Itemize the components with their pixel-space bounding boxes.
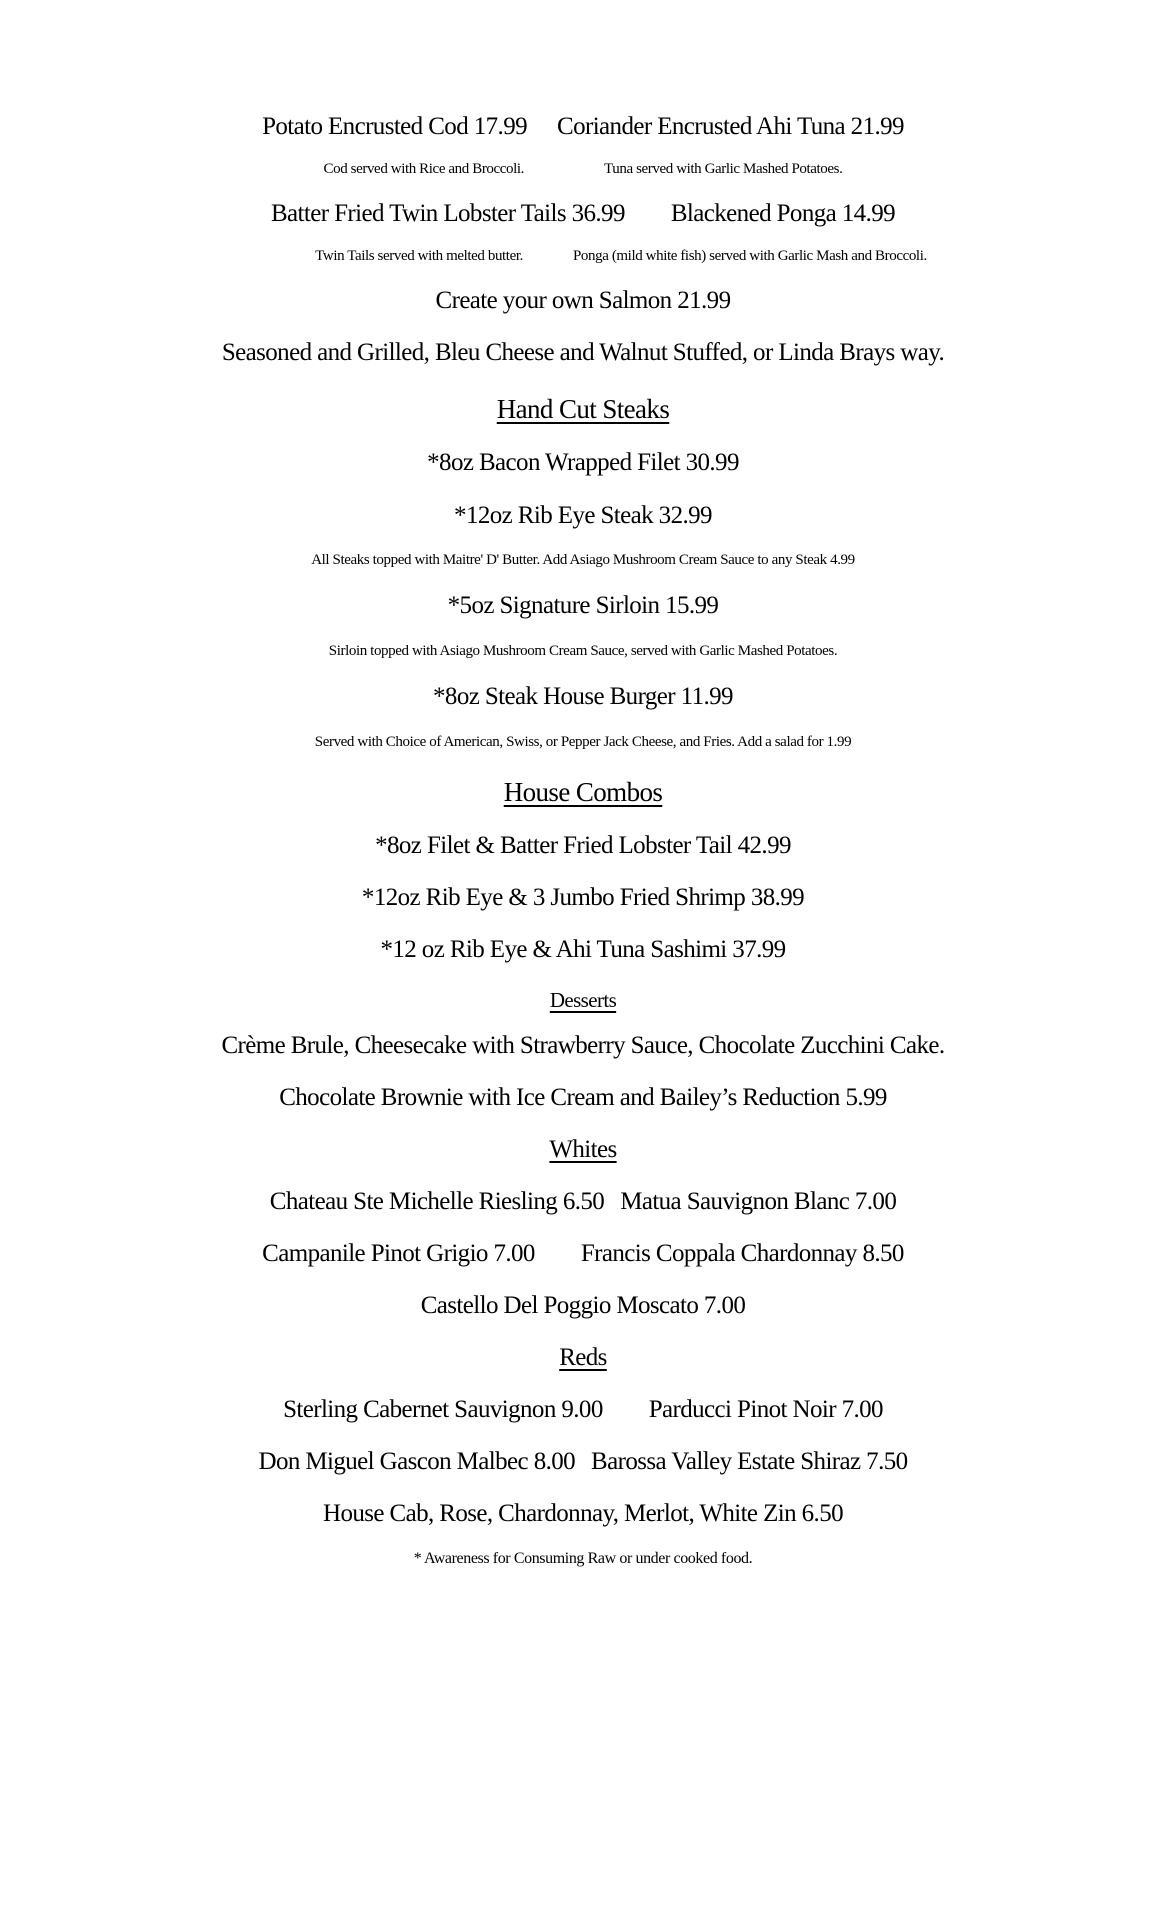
menu-item-lobster-tails: Batter Fried Twin Lobster Tails 36.99 xyxy=(270,200,625,227)
menu-item-desserts-list: Crème Brule, Cheesecake with Strawberry Sauce, Chocolate Zucchini Cake. xyxy=(221,1032,945,1059)
menu-item-filet: *8oz Bacon Wrapped Filet 30.99 xyxy=(427,449,739,476)
seafood-row-1 xyxy=(0,113,1166,141)
seafood-desc-row-2 xyxy=(0,248,1166,265)
wine-chardonnay: Francis Coppala Chardonnay 8.50 xyxy=(580,1240,904,1267)
raw-food-advisory: * Awareness for Consuming Raw or under cooked food. xyxy=(413,1550,753,1567)
section-heading-reds: Reds xyxy=(559,1344,607,1371)
wine-pinot-noir: Parducci Pinot Noir 7.00 xyxy=(648,1396,883,1423)
section-heading-desserts: Desserts xyxy=(549,988,617,1012)
section-heading-combos: House Combos xyxy=(503,777,663,807)
menu-desc-salmon: Seasoned and Grilled, Bleu Cheese and Walnut Stuffed, or Linda Brays way. xyxy=(221,339,945,366)
wine-riesling: Chateau Ste Michelle Riesling 6.50 xyxy=(269,1188,605,1215)
menu-desc-burger: Served with Choice of American, Swiss, or Pepper Jack Cheese, and Fries. Add a salad for 1.99 xyxy=(314,734,852,750)
wine-malbec: Don Miguel Gascon Malbec 8.00 xyxy=(258,1448,576,1475)
menu-desc-ponga: Ponga (mild white fish) served with Garlic Mash and Broccoli. xyxy=(572,248,927,264)
section-heading-steaks: Hand Cut Steaks xyxy=(496,394,670,424)
menu-item-ahi-tuna: Coriander Encrusted Ahi Tuna 21.99 xyxy=(557,113,904,140)
menu-desc-cod: Cod served with Rice and Broccoli. xyxy=(323,161,525,177)
menu-item-burger: *8oz Steak House Burger 11.99 xyxy=(433,683,733,710)
menu-item-brownie: Chocolate Brownie with Ice Cream and Bailey’s Reduction 5.99 xyxy=(279,1084,887,1111)
wine-cabernet: Sterling Cabernet Sauvignon 9.00 xyxy=(283,1396,603,1423)
menu-desc-ahi-tuna: Tuna served with Garlic Mashed Potatoes. xyxy=(604,161,843,177)
seafood-desc-row-1 xyxy=(0,161,1166,178)
menu-item-ponga: Blackened Ponga 14.99 xyxy=(670,200,896,227)
menu-item-sirloin: *5oz Signature Sirloin 15.99 xyxy=(447,592,719,619)
menu-desc-sirloin: Sirloin topped with Asiago Mushroom Cream Sauce, served with Garlic Mashed Potatoes. xyxy=(328,643,838,659)
menu-item-cod: Potato Encrusted Cod 17.99 xyxy=(262,113,527,140)
wine-shiraz: Barossa Valley Estate Shiraz 7.50 xyxy=(591,1448,908,1475)
wine-pinot-grigio: Campanile Pinot Grigio 7.00 xyxy=(262,1240,535,1267)
menu-item-ribeye: *12oz Rib Eye Steak 32.99 xyxy=(454,502,712,529)
reds-row-2 xyxy=(0,1448,1166,1476)
menu-item-combo-3: *12 oz Rib Eye & Ahi Tuna Sashimi 37.99 xyxy=(380,936,786,963)
menu-item-combo-2: *12oz Rib Eye & 3 Jumbo Fried Shrimp 38.99 xyxy=(361,884,805,911)
wine-house-selection: House Cab, Rose, Chardonnay, Merlot, White Zin 6.50 xyxy=(322,1500,843,1527)
menu-item-combo-1: *8oz Filet & Batter Fried Lobster Tail 42.99 xyxy=(375,832,791,859)
menu-item-salmon: Create your own Salmon 21.99 xyxy=(435,287,731,314)
steak-topping-note: All Steaks topped with Maitre' D' Butter. Add Asiago Mushroom Cream Sauce to any Steak 4.99 xyxy=(311,552,855,568)
reds-row-1 xyxy=(0,1396,1166,1424)
wine-sauvignon-blanc: Matua Sauvignon Blanc 7.00 xyxy=(620,1188,897,1215)
whites-row-1 xyxy=(0,1188,1166,1216)
seafood-row-2 xyxy=(0,200,1166,228)
whites-row-2 xyxy=(0,1240,1166,1268)
section-heading-whites: Whites xyxy=(549,1136,617,1163)
menu-desc-lobster-tails: Twin Tails served with melted butter. xyxy=(315,248,523,264)
wine-moscato: Castello Del Poggio Moscato 7.00 xyxy=(420,1292,746,1319)
